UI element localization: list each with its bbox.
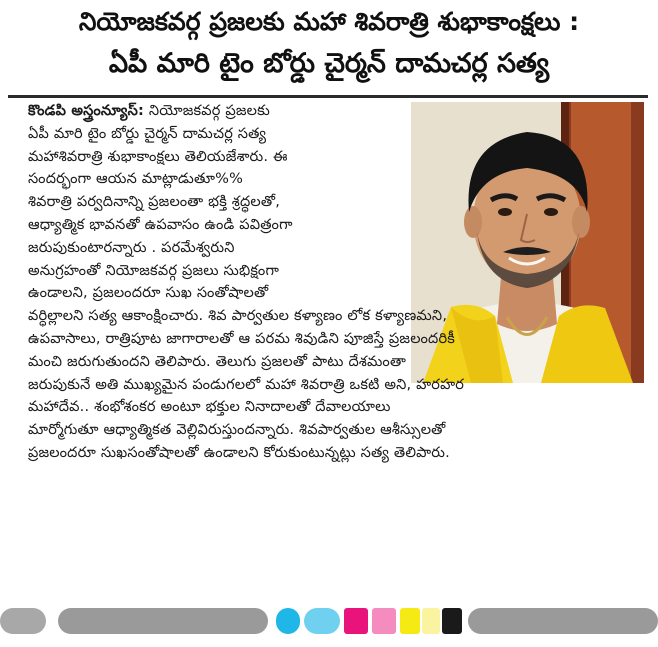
article-line: సందర్భంగా ఆయన మాట్లాడుతూ%% — [28, 171, 244, 188]
article-line: మంచి జరుగుతుందని తెలిపారు. తెలుగు ప్రజలతో పాటు దేశమంతా — [28, 353, 406, 370]
gray-swatch — [0, 608, 46, 634]
article-line: అనుగ్రహంతో నియోజకవర్గ ప్రజలు సుభిక్షంగా — [28, 262, 280, 279]
dateline: కొండపి అస్త్రంన్యూస్: — [28, 103, 144, 119]
article-line: ప్రజలందరూ సుఖసంతోషాలతో ఉండాలని కోరుకుంటున్నట్లు సత్య తెలిపారు. — [28, 445, 450, 461]
cyan-swatch — [276, 608, 300, 634]
black-swatch — [442, 608, 462, 634]
article-line: ఉండాలని, ప్రజలందరూ సుఖ సంతోషాలతో — [28, 285, 269, 302]
article-line: ఉపవాసాలు, రాత్రిపూట జాగారాలతో ఆ పరమ శివుడిని పూజిస్తే ప్రజలందరికీ — [28, 331, 456, 347]
yellow-swatch — [400, 608, 420, 634]
article-line: మహాశివరాత్రి శుభాకాంక్షలు తెలియజేశారు. ఈ — [28, 148, 288, 165]
article-line: జరుపుకుంటారన్నారు . పరమేశ్వరుని — [28, 239, 235, 256]
cyan-swatch — [304, 608, 340, 634]
magenta-swatch — [344, 608, 368, 634]
gray-swatch — [58, 608, 268, 634]
headline-divider — [8, 95, 648, 98]
magenta-swatch — [372, 608, 396, 634]
article-line: జరుపుకునే అతి ముఖ్యమైన పండుగలలో మహా శివరాత్రి ఒకటి అని, హరహర — [28, 376, 465, 393]
article-first-line — [28, 100, 270, 123]
first-line-text: నియోజకవర్గ ప్రజలకు — [148, 103, 270, 119]
article-line: వర్ధిల్లాలని సత్య ఆకాంక్షించారు. శివ పార్వతుల కళ్యాణం లోక కళ్యాణమని, — [28, 308, 448, 325]
headline-line-1: నియోజకవర్గ ప్రజలకు మహా శివరాత్రి శుభాకాంక్షలు : — [78, 7, 580, 36]
article-line: మార్మోగుతూ ఆధ్యాత్మికత వెల్లివిరుస్తుందన్నారు. శివపార్వతుల ఆశీస్సులతో — [28, 422, 446, 439]
headline-line-2: ఏపీ మారి టైం బోర్డు చైర్మన్ దామచర్ల సత్య — [108, 48, 550, 79]
yellow-swatch — [422, 608, 440, 634]
article-line: శివరాత్రి పర్వదినాన్ని ప్రజలంతా భక్తి శ్రద్ధలతో, — [28, 194, 281, 211]
article-line: ఆధ్యాత్మిక భావనతో ఉపవాసం ఉండి పవిత్రంగా — [28, 217, 293, 233]
article-line: మహాదేవ.. శంభోశంకర అంటూ భక్తుల నినాదాలతో దేవాలయాలు — [28, 399, 391, 416]
print-color-bar — [0, 608, 658, 640]
gray-swatch — [468, 608, 658, 634]
article-line: ఏపీ మారి టైం బోర్డు చైర్మన్ దామచర్ల సత్య — [28, 125, 267, 142]
